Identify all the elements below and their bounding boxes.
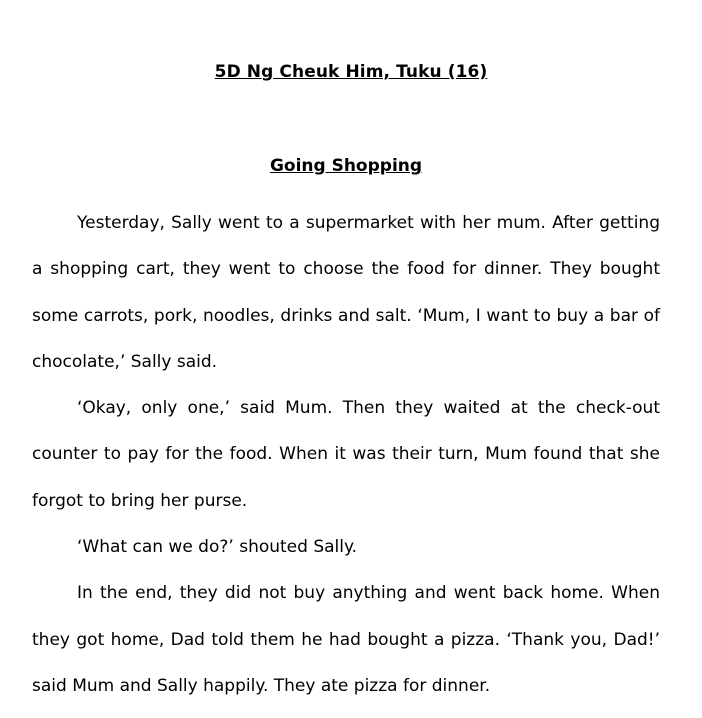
story-title: Going Shopping: [269, 156, 423, 176]
story-paragraph: Yesterday, Sally went to a supermarket with her mum. After getting a shopping cart, they went to choose the food for dinner. They bought some carrots, pork, noodles, drinks and salt. ‘Mum, I want to buy a bar of chocolate,’ Sally said.: [32, 213, 660, 372]
story-paragraph: ‘Okay, only one,’ said Mum. Then they waited at the check-out counter to pay for the food. When it was their turn, Mum found that she forgot to bring her purse.: [32, 398, 660, 511]
story-paragraph: In the end, they did not buy anything and went back home. When they got home, Dad told them he had bought a pizza. ‘Thank you, Dad!’ said Mum and Sally happily. They ate pizza for dinner.: [32, 583, 660, 696]
story-body: [32, 200, 660, 709]
student-header: 5D Ng Cheuk Him, Tuku (16): [214, 62, 488, 82]
story-paragraph: ‘What can we do?’ shouted Sally.: [77, 537, 358, 558]
